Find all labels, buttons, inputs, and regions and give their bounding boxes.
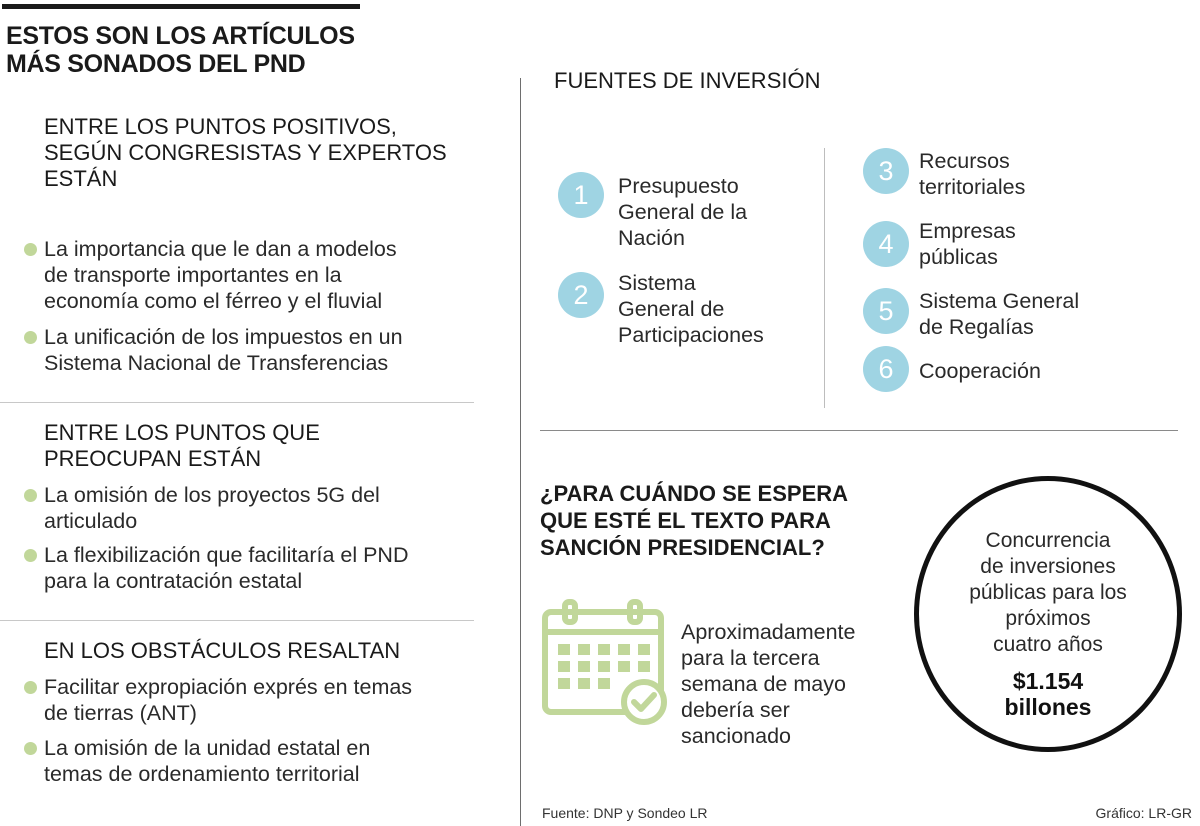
list-item: La unificación de los impuestos en un Sistema Nacional de Transferencias [22,324,403,376]
list-item: La omisión de los proyectos 5G del articulado [22,482,380,534]
fuente-item-label: Cooperación [919,359,1041,383]
page-title [6,22,426,78]
bullet-dot-icon [24,331,37,344]
list-item: La importancia que le dan a modelos de transporte importantes en la economía como el férreo y el fluvial [22,236,397,314]
fuente-item-label: Recursos territoriales [919,149,1026,199]
calendar-check-icon [540,598,670,726]
number-badge: 4 [863,221,909,267]
section-heading-obstaculos: EN LOS OBSTÁCULOS RESALTAN [44,638,401,663]
section-divider [540,430,1178,431]
bullet-dot-icon [24,549,37,562]
circle-value: $1.154 billones [1004,668,1092,720]
number-badge: 1 [558,172,604,218]
section-divider [0,620,474,621]
fuente-item-label: Sistema General de Participaciones [618,271,764,347]
fuentes-divider [824,148,825,408]
fuente-item-label: Presupuesto General de la Nación [618,174,748,250]
number-badge: 5 [863,288,909,334]
list-item: La omisión de la unidad estatal en temas de ordenamiento territorial [22,735,370,787]
bullet-dot-icon [24,243,37,256]
section-heading-positivos: ENTRE LOS PUNTOS POSITIVOS, SEGÚN CONGRESISTAS Y EXPERTOS ESTÁN [44,114,447,191]
number-badge: 6 [863,346,909,392]
question-heading: ¿PARA CUÁNDO SE ESPERA QUE ESTÉ EL TEXTO PARA SANCIÓN PRESIDENCIAL? [540,481,849,560]
fuentes-title: FUENTES DE INVERSIÓN [554,68,821,93]
bullet-dot-icon [24,489,37,502]
section-divider [0,402,474,403]
answer-text: Aproximadamente para la tercera semana de mayo debería ser sancionado [681,620,856,748]
list-item: Facilitar expropiación exprés en temas de tierras (ANT) [22,674,412,726]
fuente-item-label: Empresas públicas [919,219,1016,269]
list-item: La flexibilización que facilitaría el PND para la contratación estatal [22,542,408,594]
source-note: Fuente: DNP y Sondeo LR [542,805,708,821]
bullet-dot-icon [24,681,37,694]
top-rule [2,4,360,9]
section-heading-preocupan: ENTRE LOS PUNTOS QUE PREOCUPAN ESTÁN [44,420,320,471]
title-line: ESTOS SON LOS ARTÍCULOS [6,22,355,50]
circle-description: Concurrencia de inversiones públicas para los próximos cuatro años [969,529,1127,656]
title-line: MÁS SONADOS DEL PND [6,50,306,78]
column-divider [520,78,521,826]
bullet-dot-icon [24,742,37,755]
number-badge: 3 [863,148,909,194]
fuente-item-label: Sistema General de Regalías [919,289,1080,339]
graphic-credit: Gráfico: LR-GR [1095,805,1192,821]
number-badge: 2 [558,272,604,318]
